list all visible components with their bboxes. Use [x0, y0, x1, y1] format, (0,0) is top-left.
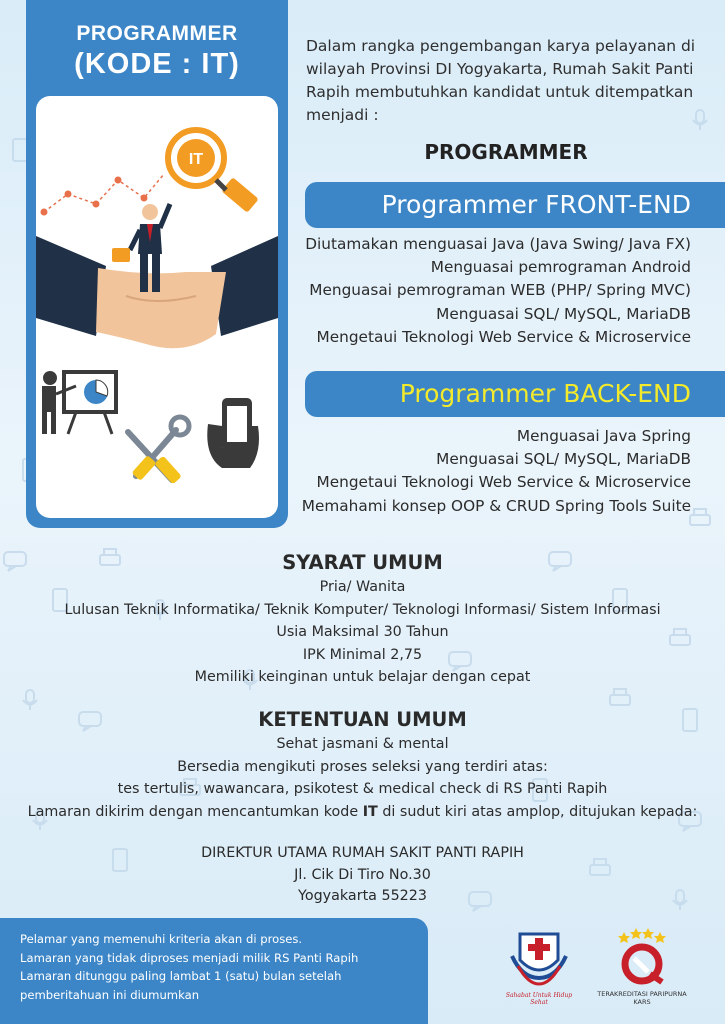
list-item: Lulusan Teknik Informatika/ Teknik Komputer/ Teknologi Informasi/ Sistem Informasi	[64, 601, 661, 618]
list-item	[0, 801, 725, 824]
hospital-logo	[498, 926, 580, 996]
it-badge-text: IT	[188, 151, 204, 168]
footer-line: Lamaran ditunggu paling lambat 1 (satu) bulan setelah	[20, 969, 342, 983]
footer-line: Lamaran yang tidak diproses menjadi milik RS Panti Rapih	[20, 950, 359, 965]
footer-line: pemberitahuan ini diumumkan	[20, 987, 200, 1002]
list-item: Menguasai SQL/ MySQL, MariaDB	[436, 450, 691, 469]
ketentuan-title: KETENTUAN UMUM	[258, 708, 467, 731]
list-item: Mengetaui Teknologi Web Service & Microservice	[316, 327, 691, 346]
kars-logo	[612, 926, 672, 986]
list-item: IPK Minimal 2,75	[302, 646, 423, 663]
list-item: tes tertulis, wawancara, psikotest & medical check di RS Panti Rapih	[117, 781, 608, 798]
backend-requirements	[302, 425, 691, 518]
handshake-icon	[96, 268, 226, 348]
ketentuan-section	[0, 708, 725, 823]
title-kode: (KODE : IT)	[74, 48, 240, 80]
lamaran-code: IT	[362, 803, 378, 820]
list-item: Diutamakan menguasai Java (Java Swing/ Java FX)	[305, 235, 691, 253]
address-line: Yogyakarta 55223	[298, 888, 427, 905]
address-block	[0, 843, 725, 908]
title-programmer: PROGRAMMER	[76, 22, 238, 45]
list-item: Bersedia mengikuti proses seleksi yang terdiri atas:	[177, 758, 548, 775]
address-line: DIREKTUR UTAMA RUMAH SAKIT PANTI RAPIH	[201, 845, 524, 861]
intro-paragraph: Dalam rangka pengembangan karya pelayanan di wilayah Provinsi DI Yogyakarta, Rumah Sakit Panti Rapih membutuhkan kandidat untuk ditempatkan menjadi :	[306, 37, 696, 124]
list-item: Menguasai SQL/ MySQL, MariaDB	[436, 304, 691, 323]
syarat-section	[0, 551, 725, 689]
kars-caption-line: TERAKREDITASI PARIPURNA	[597, 990, 687, 998]
lamaran-text-suffix: di sudut kiri atas amplop, ditujukan kepada:	[377, 803, 698, 820]
tools-icon	[128, 417, 189, 484]
footer-notes	[20, 930, 358, 1004]
lamaran-text-prefix: Lamaran dikirim dengan mencantumkan kode	[27, 803, 363, 820]
list-item: Menguasai pemrograman Android	[430, 258, 691, 277]
list-item: Usia Maksimal 30 Tahun	[276, 624, 449, 641]
handshake-illustration	[36, 96, 278, 518]
list-item: Sehat jasmani & mental	[276, 736, 449, 752]
list-item: Menguasai Java Spring	[516, 427, 691, 445]
kars-caption	[597, 990, 687, 1006]
it-badge-icon	[168, 130, 259, 213]
address-line: Jl. Cik Di Tiro No.30	[294, 866, 431, 883]
list-item: Menguasai pemrograman WEB (PHP/ Spring MVC)	[309, 281, 691, 300]
frontend-requirements	[305, 233, 691, 349]
list-item: Memiliki keinginan untuk belajar dengan cepat	[194, 669, 531, 686]
phone-in-hand-icon	[207, 398, 259, 468]
list-item: Memahami konsep OOP & CRUD Spring Tools Suite	[301, 496, 691, 515]
syarat-title: SYARAT UMUM	[282, 551, 443, 574]
footer-line: Pelamar yang memenuhi kriteria akan di proses.	[20, 932, 303, 946]
kars-caption-line: KARS	[633, 998, 651, 1006]
backend-title: Programmer BACK-END	[399, 379, 691, 408]
list-item: Mengetaui Teknologi Web Service & Microservice	[316, 473, 691, 492]
left-panel-title	[26, 22, 288, 81]
list-item: Pria/ Wanita	[319, 579, 406, 595]
hospital-motto: Sahabat Untuk Hidup Sehat	[505, 992, 573, 1006]
presentation-icon	[42, 371, 116, 434]
position-heading: PROGRAMMER	[424, 140, 588, 164]
frontend-title: Programmer FRONT-END	[381, 190, 691, 219]
